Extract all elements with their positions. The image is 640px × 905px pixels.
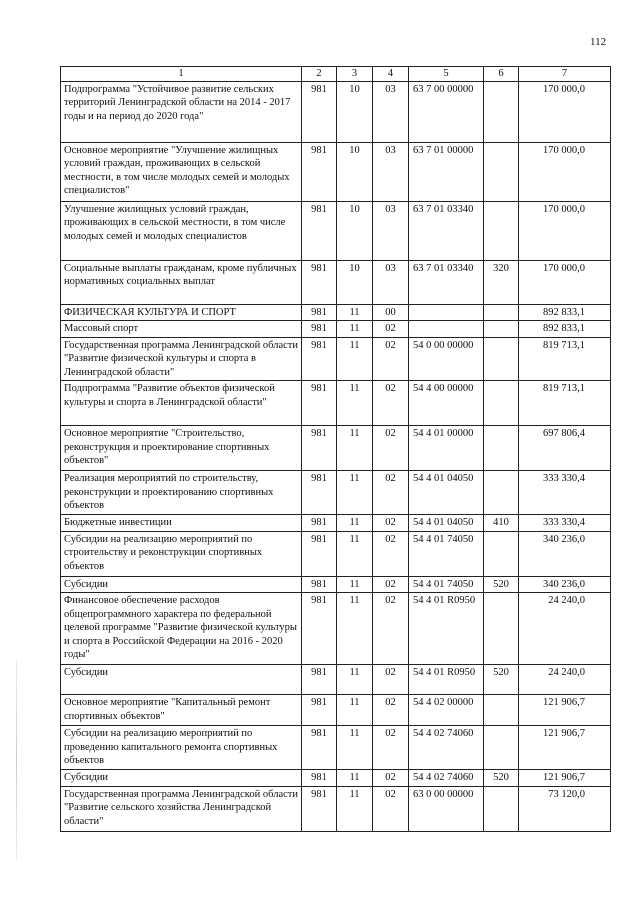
table-row bbox=[61, 786, 611, 831]
ministry-code-cell: 981 bbox=[302, 576, 337, 593]
table-row bbox=[61, 471, 611, 515]
target-article-cell: 63 0 00 00000 bbox=[409, 786, 484, 831]
target-article-cell: 54 4 01 R0950 bbox=[409, 665, 484, 695]
subsection-code-cell: 02 bbox=[373, 665, 409, 695]
ministry-code-cell: 981 bbox=[302, 593, 337, 665]
ministry-code-cell: 981 bbox=[302, 304, 337, 321]
ministry-code-cell: 981 bbox=[302, 337, 337, 381]
expense-type-cell bbox=[484, 304, 519, 321]
amount-cell: 121 906,7 bbox=[519, 695, 611, 726]
table-row bbox=[61, 381, 611, 426]
row-name-cell: Основное мероприятие "Капитальный ремонт спортивных объектов" bbox=[61, 695, 302, 726]
section-code-cell: 11 bbox=[337, 304, 373, 321]
expense-type-cell bbox=[484, 593, 519, 665]
amount-cell: 170 000,0 bbox=[519, 142, 611, 201]
subsection-code-cell: 03 bbox=[373, 142, 409, 201]
ministry-code-cell: 981 bbox=[302, 471, 337, 515]
amount-cell: 819 713,1 bbox=[519, 337, 611, 381]
amount-cell: 340 236,0 bbox=[519, 531, 611, 576]
table-row bbox=[61, 726, 611, 770]
subsection-code-cell: 02 bbox=[373, 593, 409, 665]
target-article-cell: 54 4 02 00000 bbox=[409, 695, 484, 726]
subsection-code-cell: 02 bbox=[373, 471, 409, 515]
row-name-cell: Социальные выплаты гражданам, кроме публичных нормативных социальных выплат bbox=[61, 260, 302, 304]
table-row bbox=[61, 665, 611, 695]
subsection-code-cell: 02 bbox=[373, 531, 409, 576]
table-row bbox=[61, 576, 611, 593]
ministry-code-cell: 981 bbox=[302, 695, 337, 726]
subsection-code-cell: 03 bbox=[373, 81, 409, 142]
section-code-cell: 11 bbox=[337, 471, 373, 515]
amount-cell: 333 330,4 bbox=[519, 471, 611, 515]
row-name-cell: Субсидии bbox=[61, 665, 302, 695]
section-code-cell: 11 bbox=[337, 515, 373, 532]
expense-type-cell bbox=[484, 426, 519, 471]
scan-margin-mark bbox=[16, 660, 17, 860]
target-article-cell: 54 4 01 R0950 bbox=[409, 593, 484, 665]
expense-type-cell bbox=[484, 201, 519, 260]
section-code-cell: 11 bbox=[337, 665, 373, 695]
table-row bbox=[61, 770, 611, 787]
target-article-cell: 54 4 01 74050 bbox=[409, 576, 484, 593]
ministry-code-cell: 981 bbox=[302, 260, 337, 304]
table-row bbox=[61, 321, 611, 338]
target-article-cell bbox=[409, 321, 484, 338]
subsection-code-cell: 02 bbox=[373, 786, 409, 831]
expense-type-cell bbox=[484, 381, 519, 426]
expense-type-cell: 520 bbox=[484, 770, 519, 787]
row-name-cell: Субсидии на реализацию мероприятий по строительству и реконструкции спортивных объектов bbox=[61, 531, 302, 576]
expense-type-cell bbox=[484, 337, 519, 381]
subsection-code-cell: 02 bbox=[373, 695, 409, 726]
amount-cell: 819 713,1 bbox=[519, 381, 611, 426]
amount-cell: 73 120,0 bbox=[519, 786, 611, 831]
expense-type-cell: 320 bbox=[484, 260, 519, 304]
ministry-code-cell: 981 bbox=[302, 426, 337, 471]
ministry-code-cell: 981 bbox=[302, 726, 337, 770]
table-row bbox=[61, 201, 611, 260]
expense-type-cell bbox=[484, 531, 519, 576]
amount-cell: 892 833,1 bbox=[519, 304, 611, 321]
section-code-cell: 11 bbox=[337, 381, 373, 426]
page-number: 112 bbox=[590, 36, 607, 48]
target-article-cell: 54 4 02 74060 bbox=[409, 770, 484, 787]
subsection-code-cell: 03 bbox=[373, 201, 409, 260]
target-article-cell: 54 4 01 04050 bbox=[409, 471, 484, 515]
amount-cell: 170 000,0 bbox=[519, 201, 611, 260]
table-row bbox=[61, 304, 611, 321]
row-name-cell: Массовый спорт bbox=[61, 321, 302, 338]
target-article-cell: 54 4 01 74050 bbox=[409, 531, 484, 576]
row-name-cell: Финансовое обеспечение расходов общепрограммного характера по федеральной целевой программе "Развитие физической культуры и спорта в Российской Федерации на 2016 - 2020 годы" bbox=[61, 593, 302, 665]
target-article-cell: 63 7 00 00000 bbox=[409, 81, 484, 142]
row-name-cell: ФИЗИЧЕСКАЯ КУЛЬТУРА И СПОРТ bbox=[61, 304, 302, 321]
amount-cell: 121 906,7 bbox=[519, 726, 611, 770]
section-code-cell: 11 bbox=[337, 531, 373, 576]
ministry-code-cell: 981 bbox=[302, 201, 337, 260]
subsection-code-cell: 02 bbox=[373, 321, 409, 338]
expense-type-cell bbox=[484, 695, 519, 726]
column-header: 5 bbox=[409, 67, 484, 82]
section-code-cell: 10 bbox=[337, 201, 373, 260]
section-code-cell: 11 bbox=[337, 695, 373, 726]
target-article-cell: 54 4 00 00000 bbox=[409, 381, 484, 426]
table-row bbox=[61, 593, 611, 665]
section-code-cell: 11 bbox=[337, 786, 373, 831]
amount-cell: 340 236,0 bbox=[519, 576, 611, 593]
column-header: 1 bbox=[61, 67, 302, 82]
amount-cell: 170 000,0 bbox=[519, 81, 611, 142]
row-name-cell: Субсидии bbox=[61, 576, 302, 593]
expense-type-cell bbox=[484, 142, 519, 201]
subsection-code-cell: 02 bbox=[373, 726, 409, 770]
subsection-code-cell: 02 bbox=[373, 515, 409, 532]
target-article-cell: 63 7 01 00000 bbox=[409, 142, 484, 201]
subsection-code-cell: 02 bbox=[373, 337, 409, 381]
target-article-cell: 54 4 01 04050 bbox=[409, 515, 484, 532]
ministry-code-cell: 981 bbox=[302, 142, 337, 201]
row-name-cell: Улучшение жилищных условий граждан, проживающих в сельской местности, в том числе молодых семей и молодых специалистов bbox=[61, 201, 302, 260]
amount-cell: 170 000,0 bbox=[519, 260, 611, 304]
subsection-code-cell: 02 bbox=[373, 770, 409, 787]
table-row bbox=[61, 260, 611, 304]
budget-table bbox=[60, 66, 611, 832]
row-name-cell: Основное мероприятие "Улучшение жилищных условий граждан, проживающих в сельской местности, в том числе молодых семей и молодых специалистов" bbox=[61, 142, 302, 201]
amount-cell: 892 833,1 bbox=[519, 321, 611, 338]
expense-type-cell: 520 bbox=[484, 576, 519, 593]
ministry-code-cell: 981 bbox=[302, 665, 337, 695]
expense-type-cell bbox=[484, 81, 519, 142]
ministry-code-cell: 981 bbox=[302, 81, 337, 142]
section-code-cell: 11 bbox=[337, 770, 373, 787]
section-code-cell: 10 bbox=[337, 81, 373, 142]
expense-type-cell: 410 bbox=[484, 515, 519, 532]
column-header: 4 bbox=[373, 67, 409, 82]
section-code-cell: 11 bbox=[337, 593, 373, 665]
section-code-cell: 11 bbox=[337, 337, 373, 381]
amount-cell: 333 330,4 bbox=[519, 515, 611, 532]
subsection-code-cell: 03 bbox=[373, 260, 409, 304]
ministry-code-cell: 981 bbox=[302, 381, 337, 426]
table-row bbox=[61, 695, 611, 726]
subsection-code-cell: 02 bbox=[373, 576, 409, 593]
ministry-code-cell: 981 bbox=[302, 515, 337, 532]
amount-cell: 697 806,4 bbox=[519, 426, 611, 471]
expense-type-cell bbox=[484, 321, 519, 338]
row-name-cell: Бюджетные инвестиции bbox=[61, 515, 302, 532]
target-article-cell: 63 7 01 03340 bbox=[409, 260, 484, 304]
subsection-code-cell: 02 bbox=[373, 381, 409, 426]
row-name-cell: Государственная программа Ленинградской области "Развитие сельского хозяйства Ленинградской области" bbox=[61, 786, 302, 831]
amount-cell: 24 240,0 bbox=[519, 665, 611, 695]
expense-type-cell bbox=[484, 786, 519, 831]
section-code-cell: 10 bbox=[337, 142, 373, 201]
ministry-code-cell: 981 bbox=[302, 321, 337, 338]
amount-cell: 24 240,0 bbox=[519, 593, 611, 665]
target-article-cell: 54 4 02 74060 bbox=[409, 726, 484, 770]
ministry-code-cell: 981 bbox=[302, 786, 337, 831]
target-article-cell: 63 7 01 03340 bbox=[409, 201, 484, 260]
ministry-code-cell: 981 bbox=[302, 531, 337, 576]
column-header: 2 bbox=[302, 67, 337, 82]
column-header: 3 bbox=[337, 67, 373, 82]
ministry-code-cell: 981 bbox=[302, 770, 337, 787]
row-name-cell: Подпрограмма "Развитие объектов физической культуры и спорта в Ленинградской области" bbox=[61, 381, 302, 426]
table-row bbox=[61, 142, 611, 201]
target-article-cell: 54 4 01 00000 bbox=[409, 426, 484, 471]
table-body bbox=[61, 81, 611, 831]
table-row bbox=[61, 531, 611, 576]
table-row bbox=[61, 515, 611, 532]
row-name-cell: Основное мероприятие "Строительство, реконструкция и проектирование спортивных объектов" bbox=[61, 426, 302, 471]
table-row bbox=[61, 81, 611, 142]
row-name-cell: Реализация мероприятий по строительству, реконструкции и проектированию спортивных объектов bbox=[61, 471, 302, 515]
table-header-row bbox=[61, 67, 611, 82]
column-header: 7 bbox=[519, 67, 611, 82]
row-name-cell: Субсидии на реализацию мероприятий по проведению капитального ремонта спортивных объектов bbox=[61, 726, 302, 770]
subsection-code-cell: 00 bbox=[373, 304, 409, 321]
section-code-cell: 10 bbox=[337, 260, 373, 304]
table-row bbox=[61, 426, 611, 471]
target-article-cell bbox=[409, 304, 484, 321]
expense-type-cell bbox=[484, 726, 519, 770]
row-name-cell: Подпрограмма "Устойчивое развитие сельских территорий Ленинградской области на 2014 - 2017 годы и на период до 2020 года" bbox=[61, 81, 302, 142]
column-header: 6 bbox=[484, 67, 519, 82]
expense-type-cell: 520 bbox=[484, 665, 519, 695]
table-row bbox=[61, 337, 611, 381]
row-name-cell: Субсидии bbox=[61, 770, 302, 787]
section-code-cell: 11 bbox=[337, 576, 373, 593]
section-code-cell: 11 bbox=[337, 426, 373, 471]
section-code-cell: 11 bbox=[337, 321, 373, 338]
amount-cell: 121 906,7 bbox=[519, 770, 611, 787]
target-article-cell: 54 0 00 00000 bbox=[409, 337, 484, 381]
section-code-cell: 11 bbox=[337, 726, 373, 770]
row-name-cell: Государственная программа Ленинградской области "Развитие физической культуры и спорта в Ленинградской области" bbox=[61, 337, 302, 381]
subsection-code-cell: 02 bbox=[373, 426, 409, 471]
expense-type-cell bbox=[484, 471, 519, 515]
